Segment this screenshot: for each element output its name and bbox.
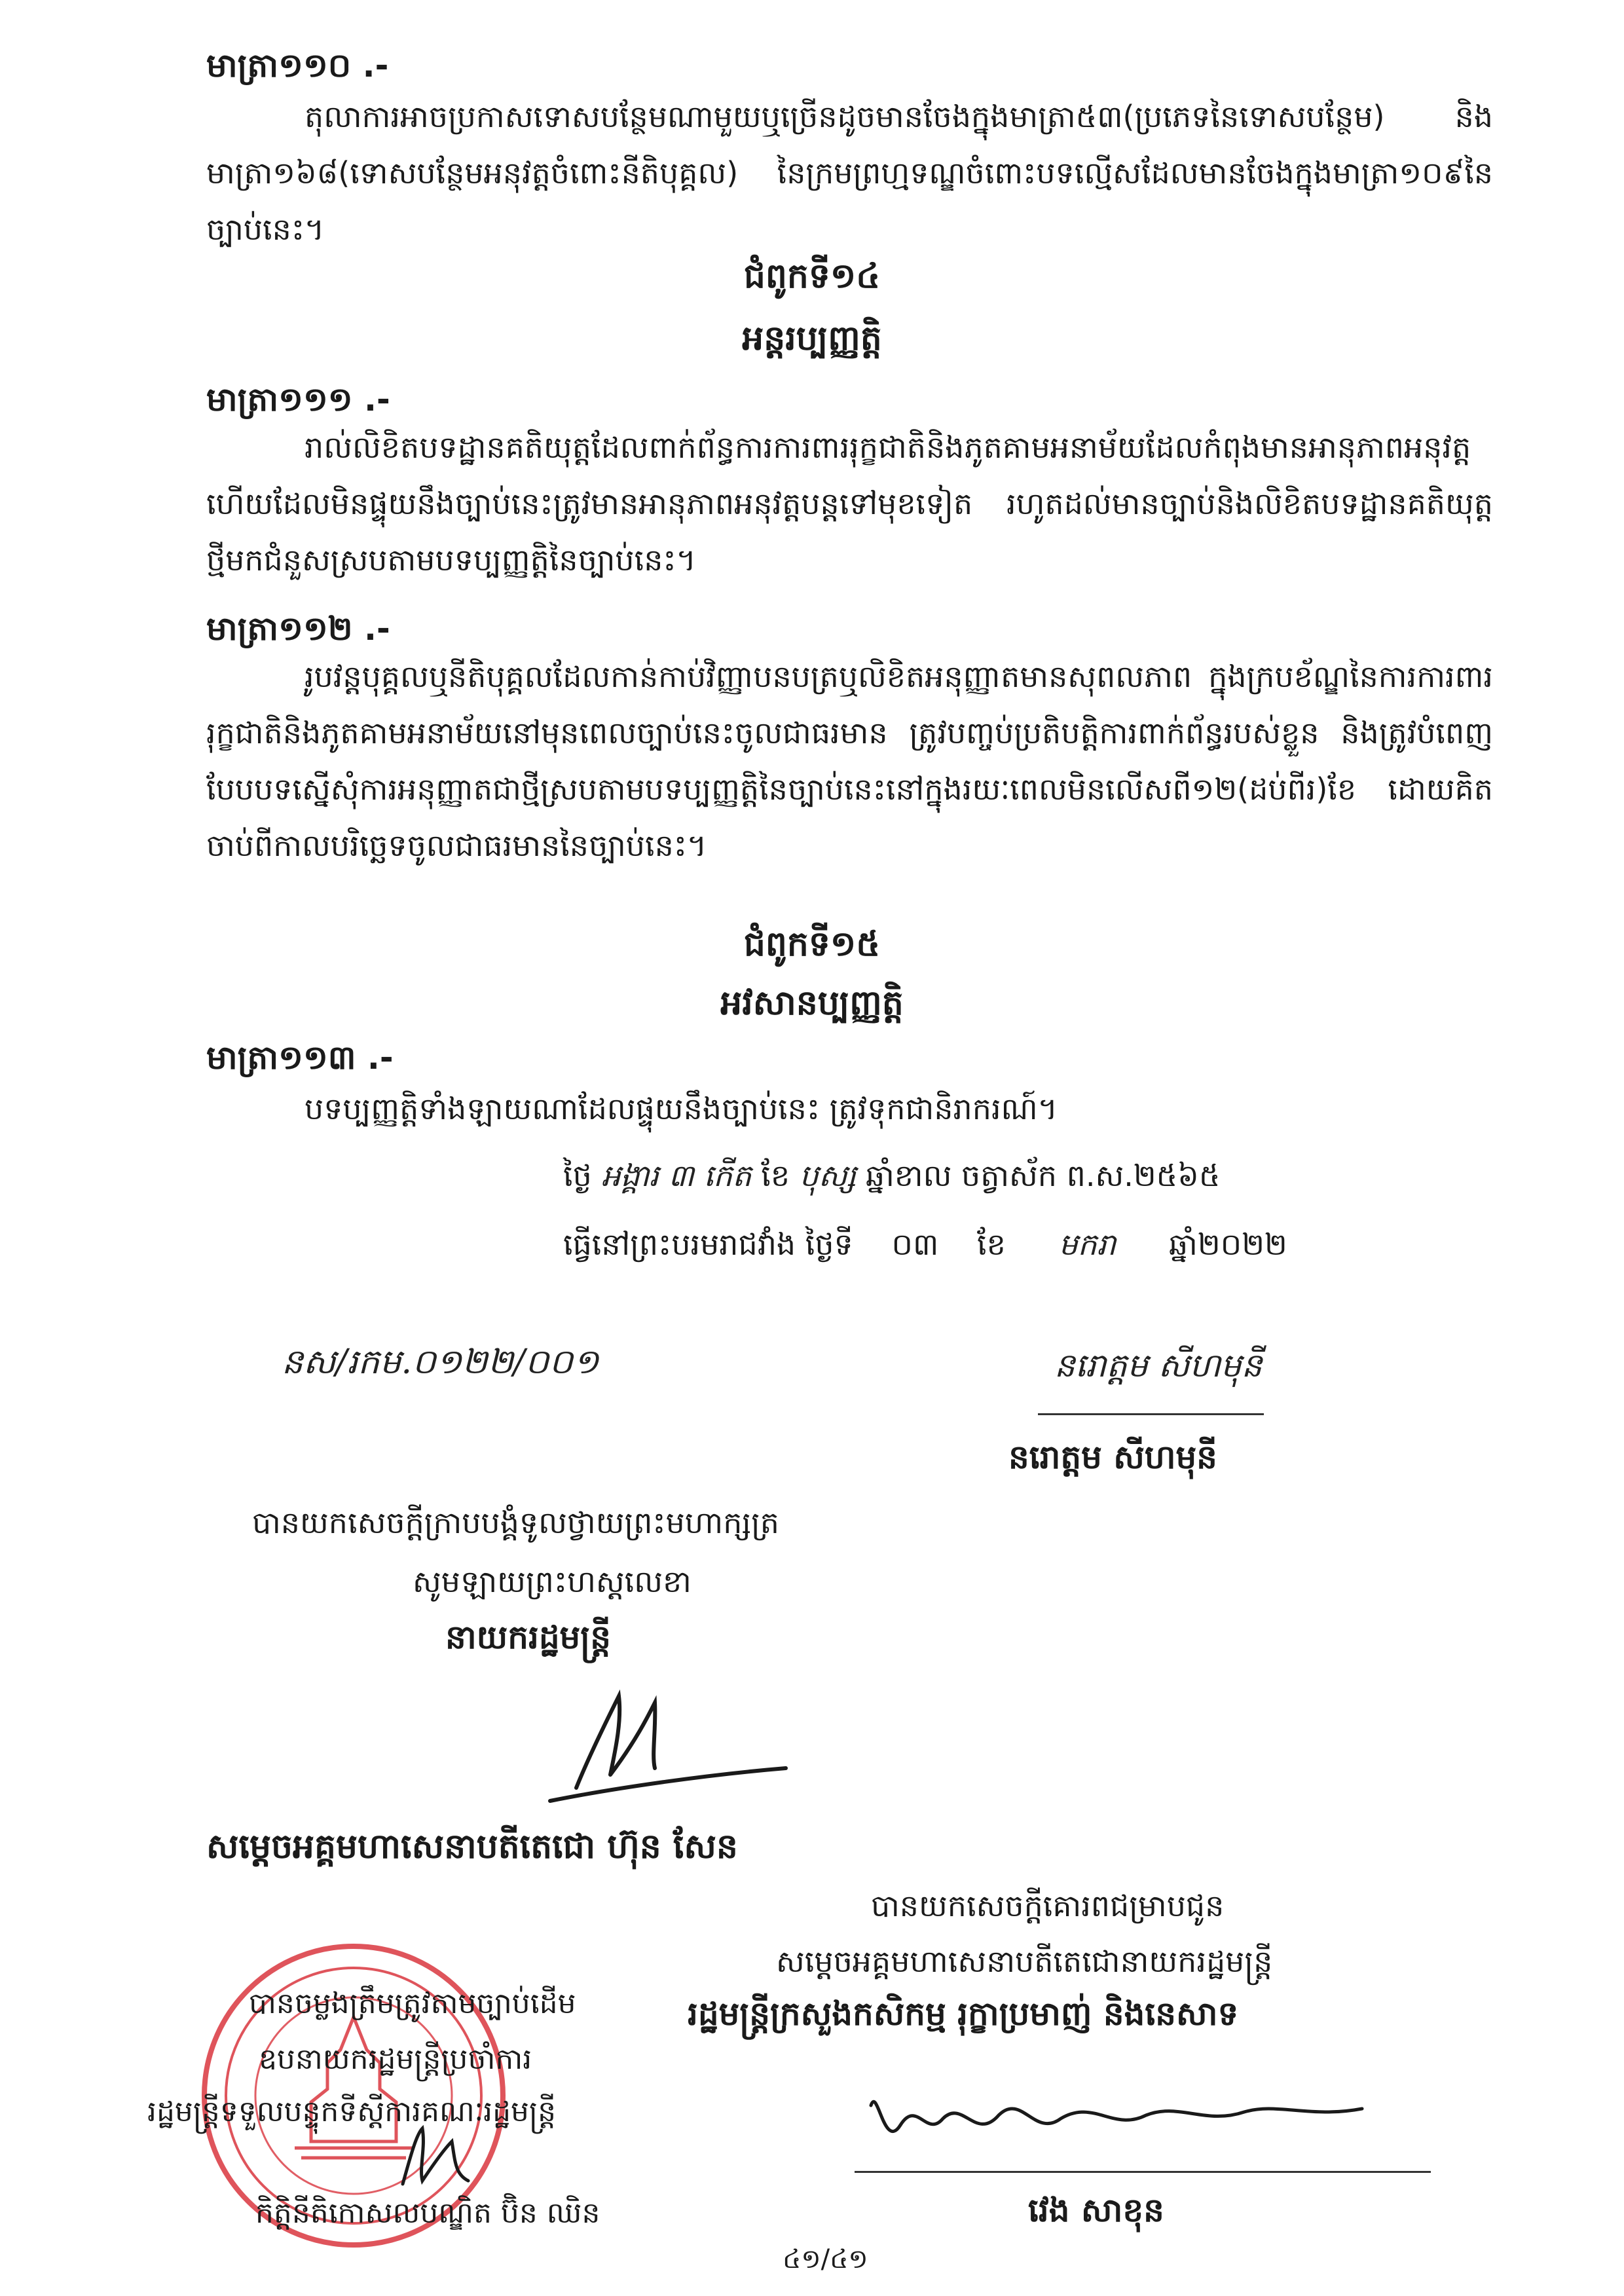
certification-name: កិត្តិនីតិកោសលបណ្ឌិត ប៊ិន ឈិន (255, 2196, 600, 2230)
date-day-prefix: ថ្ងៃ (563, 1158, 592, 1193)
chapter-15-number: ជំពូកទី១៥ (743, 925, 881, 964)
minister-title: រដ្ឋមន្ត្រីក្រសួងកសិកម្ម រុក្ខាប្រមាញ់ និងនេសាទ (688, 1995, 1239, 2033)
pm-name: សម្តេចអគ្គមហាសេនាបតីតេជោ ហ៊ុន សែន (206, 1827, 738, 1866)
date-day-number: ០៣ (891, 1227, 939, 1262)
minister-address-line: សម្តេចអគ្គមហាសេនាបតីតេជោនាយករដ្ឋមន្ត្រី (776, 1944, 1273, 1979)
article-111-text: រាល់លិខិតបទដ្ឋានគតិយុត្តដែលពាក់ព័ន្ធការការពាររុក្ខជាតិនិងភូតគាមអនាម័យដែលកំពុងមានអានុភាពអនុវត្ត ហើយដែលមិនផ្ទុយនឹងច្បាប់នេះត្រូវមានអានុភាពអនុវត្តបន្តទៅមុខទៀត រហូតដល់មានច្បាប់និងលិខិតបទដ្ឋានគតិយុត្តថ្មីមកជំនួសស្របតាមបទប្បញ្ញត្តិនៃច្បាប់នេះ។ (206, 430, 1493, 578)
date-month-handwritten: បុស្ស (799, 1158, 857, 1193)
minister-submit-line: បានយកសេចក្តីគោរពជម្រាបជូន (871, 1888, 1225, 1923)
article-111-heading: មាត្រា១១១ .- (206, 380, 390, 418)
date-place-prefix: ធ្វើនៅព្រះបរមរាជវាំង ថ្ងៃទី (563, 1227, 853, 1262)
certification-copy-line: បានចម្លងត្រឹមត្រូវតាមច្បាប់ដើម (249, 1987, 576, 2020)
date-line-1 (563, 1156, 1220, 1195)
article-112-text: រូបវន្តបុគ្គលឬនីតិបុគ្គលដែលកាន់កាប់វិញ្ញាបនបត្រឬលិខិតអនុញ្ញាតមានសុពលភាព ក្នុងក្របខ័ណ្ឌនៃការការពាររុក្ខជាតិនិងភូតគាមអនាម័យនៅមុនពេលច្បាប់នេះចូលជាធរមាន ត្រូវបញ្ចប់ប្រតិបត្តិការពាក់ព័ន្ធរបស់ខ្លួន និងត្រូវបំពេញបែបបទស្នើសុំការអនុញ្ញាតជាថ្មីស្របតាមបទប្បញ្ញត្តិនៃច្បាប់នេះនៅក្នុងរយៈពេលមិនលើសពី១២(ដប់ពីរ)ខែ ដោយគិតចាប់ពីកាលបរិច្ឆេទចូលជាធរមាននៃច្បាប់នេះ។ (206, 659, 1493, 863)
chapter-15-title: អវសានប្បញ្ញត្តិ (720, 984, 904, 1023)
chapter-14-title: អន្តរប្បញ្ញត្តិ (742, 319, 882, 358)
date-month-handwritten-2: មករា (1058, 1227, 1116, 1262)
page-number: ៤១/៤១ (783, 2244, 868, 2274)
article-113-text: បទប្បញ្ញត្តិទាំងឡាយណាដែលផ្ទុយនឹងច្បាប់នេះ ត្រូវទុកជានិរាករណ៍។ (304, 1091, 1058, 1126)
date-day-handwritten: អង្គារ ៣ កើត (601, 1158, 752, 1193)
certification-signature-mark (393, 2122, 478, 2194)
article-110-text: តុលាការអាចប្រកាសទោសបន្ថែមណាមួយឬច្រើនដូចមានចែងក្នុងមាត្រា៥៣(ប្រភេទនៃទោសបន្ថែម) និងមាត្រា១៦៨(ទោសបន្ថែមអនុវត្តចំពោះនីតិបុគ្គល) នៃក្រមព្រហ្មទណ្ឌចំពោះបទល្មើសដែលមានចែងក្នុងមាត្រា១០៩នៃច្បាប់នេះ។ (206, 99, 1493, 247)
minister-signature-mark (864, 2079, 1388, 2164)
date-month-label-2: ខែ (976, 1227, 1006, 1262)
registration-number: នស/រកម.០១២២/០០១ (282, 1342, 599, 1382)
certification-minister-office: រដ្ឋមន្ត្រីទទួលបន្ទុកទីស្តីការគណៈរដ្ឋមន្ត្រី (147, 2095, 557, 2128)
pm-request-line: សូមឡាយព្រះហស្តលេខា (413, 1564, 692, 1599)
certification-deputy-pm: ឧបនាយករដ្ឋមន្ត្រីប្រចាំការ (259, 2043, 532, 2076)
king-signature-line (1038, 1413, 1264, 1415)
minister-signature-line (855, 2171, 1431, 2173)
minister-name: វេង សាខុន (1028, 2191, 1164, 2229)
pm-title: នាយករដ្ឋមន្ត្រី (445, 1618, 611, 1656)
date-year: ឆ្នាំ២០២២ (1169, 1227, 1287, 1262)
chapter-14-number: ជំពូកទី១៤ (743, 257, 881, 296)
pm-signature-mark (537, 1676, 812, 1807)
article-110-heading: មាត្រា១១០ .- (206, 46, 389, 84)
king-signature: នរោត្តម សីហមុនី (1054, 1346, 1263, 1384)
article-112-heading: មាត្រា១១២ .- (206, 610, 390, 648)
article-113-heading: មាត្រា១១៣ .- (206, 1039, 394, 1077)
king-name: នរោត្តម សីហមុនី (1008, 1438, 1217, 1476)
pm-submit-line: បានយកសេចក្តីក្រាបបង្គំទូលថ្វាយព្រះមហាក្សត្រ (252, 1505, 779, 1540)
date-month-label: ខែ (761, 1158, 790, 1193)
date-line-2 (563, 1225, 1287, 1264)
date-year-text: ឆ្នាំខាល ចត្វាស័ក ព.ស.២៥៦៥ (865, 1158, 1221, 1193)
